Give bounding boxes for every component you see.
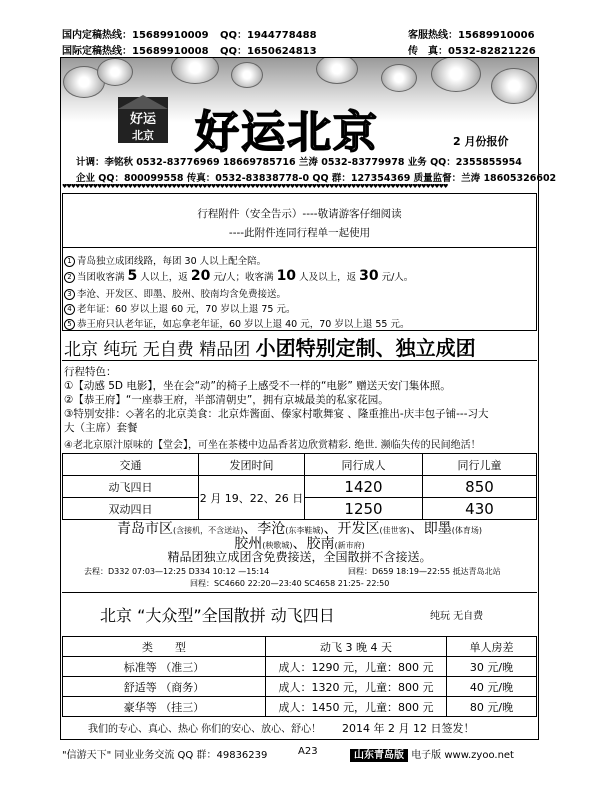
- table-row: [63, 697, 537, 717]
- brand-title: 好运北京: [195, 107, 379, 158]
- note-item: 4 老年证：60 岁以上退 60 元，70 岁以上退 75 元。: [64, 301, 295, 315]
- transport-cell: 双动四日: [63, 498, 199, 520]
- col-header: 交通: [63, 454, 199, 476]
- section2-sub: 纯玩 无自费: [430, 611, 484, 622]
- edition-site: 电子版 www.zyoo.net: [411, 750, 514, 761]
- qq-group-note: "信游天下" 同业业务交流 QQ 群：49836239: [62, 750, 268, 761]
- tier-diff-cell: 30 元/晚: [447, 657, 537, 677]
- note-item: 5 恭王府只认老年证，如忘拿老年证，60 岁以上退 40 元，70 岁以上退 55 元。: [64, 316, 409, 330]
- feature-item: 大（主席）套餐: [64, 422, 138, 434]
- dates-cell: 2 月 19、22、26 日: [199, 476, 305, 520]
- section2-title: 北京 “大众型”全国散拼 动飞四日: [100, 606, 335, 625]
- tier-type-cell: 舒适等 （商务）: [63, 677, 266, 697]
- brand-logo: 好运 北京: [118, 97, 168, 143]
- tier-diff-cell: 80 元/晚: [447, 697, 537, 717]
- table-row: [63, 677, 537, 697]
- domestic-hotline: 国内定稿热线：15689910009: [62, 30, 209, 41]
- table-header-row: [63, 454, 537, 476]
- child-price-cell: 850: [423, 476, 537, 498]
- month-quote: 2 月份报价: [453, 135, 509, 148]
- pickup-cities-row-2: 胶州(秧歌城)、胶南(新市府): [234, 536, 365, 552]
- col-header: 类 型: [63, 637, 266, 657]
- tour-headline: 北京 纯玩 无自费 精品团 小团特别定制、独立成团: [64, 336, 476, 360]
- adult-price-cell: 1420: [305, 476, 423, 498]
- note-item: 2 当团收客满 5 人以上，返 20 元/人；收客满 10 人及以上，返 30 元/人。: [64, 268, 413, 284]
- tier-price-cell: 成人：1450 元，儿童：800 元: [266, 697, 447, 717]
- features-title: 行程特色：: [64, 366, 117, 378]
- heart-divider: ♥♥♥♥♥♥♥♥♥♥♥♥♥♥♥♥♥♥♥♥♥♥♥♥♥♥♥♥♥♥♥♥♥♥♥♥♥♥♥♥♥♥♥♥♥♥♥♥♥♥♥♥♥♥♥♥♥♥♥♥♥♥♥♥♥♥♥♥♥♥♥♥♥♥♥♥♥♥♥♥♥♥♥♥♥♥♥♥: [62, 184, 448, 190]
- tier-price-cell: 成人：1290 元，儿童：800 元: [266, 657, 447, 677]
- pickup-cities-row-1: 青岛市区(含接机，不含送站)、李沧(东李鞋城)、开发区(佳世客)、即墨(体育场): [117, 521, 482, 537]
- pickup-note: 精品团独立成团含免费接送，全国散拼不含接送。: [167, 550, 432, 564]
- table-header-row: [63, 637, 537, 657]
- contact-line-2: 企业 QQ：800099558 传真：0532-83838778-0 QQ 群：127354369 质量监督：兰涛 18605326602: [76, 173, 557, 184]
- notice-subtitle: ----此附件连同行程单一起使用: [228, 227, 371, 239]
- domestic-qq: QQ：1944778488: [220, 30, 317, 41]
- feature-item: ③特别安排：◇著名的北京美食：北京炸酱面、傣家村歌舞宴 、隆重推出-庆丰包子铺---习大: [64, 408, 489, 420]
- divider: [62, 247, 537, 248]
- col-header: 同行儿童: [423, 454, 537, 476]
- col-header: 动飞 3 晚 4 天: [266, 637, 447, 657]
- child-price-cell: 430: [423, 498, 537, 520]
- intl-hotline: 国际定稿热线：15689910008: [62, 46, 209, 57]
- section2-header: [62, 592, 537, 631]
- return-flights: 回程：SC4660 22:20—23:40 SC4658 21:25- 22:50: [190, 579, 390, 588]
- fax-number: 传 真：0532-82821226: [408, 46, 536, 57]
- issue-date: 2014 年 2 月 12 日签发！: [342, 722, 475, 735]
- note-item: 3 李沧、开发区、即墨、胶州、胶南均含免费接送。: [64, 286, 286, 300]
- return-train: 回程：D659 18:19—22:55 抵达青岛北站: [348, 567, 501, 576]
- table-row: [63, 657, 537, 677]
- tier-diff-cell: 40 元/晚: [447, 677, 537, 697]
- feature-item: ②【恭王府】“一座恭王府，半部清朝史”，拥有京城最美的私家花园。: [64, 394, 389, 406]
- edition-badge: 山东青岛版: [350, 749, 408, 762]
- tier-type-cell: 豪华等 （挂三）: [63, 697, 266, 717]
- price-table: [62, 453, 537, 520]
- feature-item: ①【动感 5D 电影】，坐在会“动”的椅子上感受不一样的“电影” 赠送天安门集体照。: [64, 380, 451, 392]
- tier-price-cell: 成人：1320 元，儿童：800 元: [266, 677, 447, 697]
- table-row: [63, 476, 537, 498]
- note-item: 1 青岛独立成团线路，每团 30 人以上配全陪。: [64, 253, 266, 267]
- service-hotline: 客服热线：15689910006: [408, 30, 535, 41]
- edition-label: [350, 746, 514, 761]
- notice-title: 行程附件（安全告示）----敬请游客仔细阅读: [197, 208, 402, 220]
- divider: [62, 360, 537, 361]
- footer-slogan: 我们的专心、真心、热心 你们的安心、放心、舒心！: [88, 724, 322, 735]
- intl-qq: QQ：1650624813: [220, 46, 317, 57]
- tier-type-cell: 标准等 （准三）: [63, 657, 266, 677]
- contact-line-1: 计调：李铭秋 0532-83776969 18669785716 兰涛 0532-83779978 业务 QQ：2355855954: [76, 157, 522, 168]
- page-number: A23: [298, 746, 318, 757]
- col-header: 同行成人: [305, 454, 423, 476]
- feature-item: ④老北京原汁原味的【堂会】，可坐在茶楼中边品香茗边欣赏精彩. 绝世. 濒临失传的民间绝活！: [64, 440, 481, 451]
- adult-price-cell: 1250: [305, 498, 423, 520]
- col-header: 发团时间: [199, 454, 305, 476]
- transport-cell: 动飞四日: [63, 476, 199, 498]
- outbound-trains: 去程：D332 07:03—12:25 D334 10:12 —15:14: [84, 567, 270, 576]
- col-header: 单人房差: [447, 637, 537, 657]
- tier-table: [62, 636, 537, 717]
